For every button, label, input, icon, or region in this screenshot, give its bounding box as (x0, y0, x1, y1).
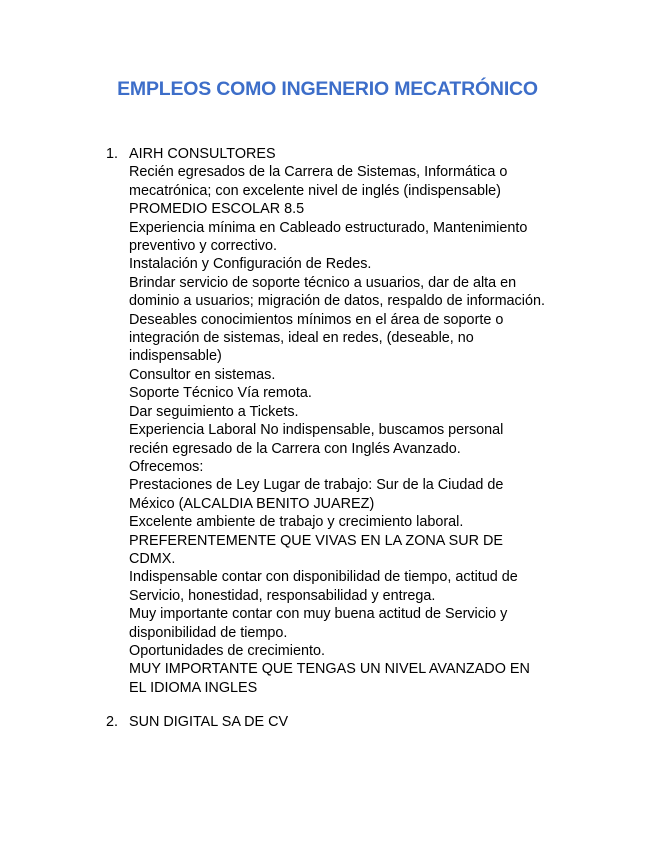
job-detail-line: Recién egresados de la Carrera de Sistemas, Informática o (129, 164, 508, 181)
job-list (0, 145, 655, 732)
job-detail-line: MUY IMPORTANTE QUE TENGAS UN NIVEL AVANZADO EN (129, 661, 530, 678)
job-detail-line: Excelente ambiente de trabajo y crecimiento laboral. (129, 514, 464, 531)
job-detail-line: Muy importante contar con muy buena actitud de Servicio y (129, 606, 508, 623)
job-detail-line: preventivo y correctivo. (129, 238, 277, 255)
job-number: 1. (106, 146, 119, 162)
job-detail-line: México (ALCALDIA BENITO JUAREZ) (129, 495, 375, 512)
job-number: 2. (106, 714, 119, 731)
document-title: EMPLEOS COMO INGENERIO MECATRÓNICO (117, 78, 538, 100)
job-detail-line: Experiencia Laboral No indispensable, buscamos personal (129, 422, 504, 439)
job-detail-line: Prestaciones de Ley Lugar de trabajo: Sur de la Ciudad de (129, 477, 504, 494)
job-detail-line: mecatrónica; con excelente nivel de inglés (indispensable) (129, 182, 501, 199)
job-detail-line: PREFERENTEMENTE QUE VIVAS EN LA ZONA SUR DE (129, 532, 503, 549)
job-detail-line: Oportunidades de crecimiento. (129, 642, 325, 659)
job-detail-line: Instalación y Configuración de Redes. (129, 256, 372, 273)
job-detail-line: Consultor en sistemas. (129, 366, 276, 383)
job-detail-line: dominio a usuarios; migración de datos, respaldo de información. (129, 293, 545, 310)
job-detail-line: EL IDIOMA INGLES (129, 679, 258, 696)
job-detail-line: Indispensable contar con disponibilidad de tiempo, actitud de (129, 569, 518, 586)
job-item (0, 713, 655, 731)
job-item (0, 145, 655, 697)
job-detail-line: Experiencia mínima en Cableado estructurado, Mantenimiento (129, 219, 528, 236)
job-detail-line: indispensable) (129, 348, 222, 365)
company-name: AIRH CONSULTORES (129, 146, 276, 162)
job-detail-line: Servicio, honestidad, responsabilidad y entrega. (129, 587, 436, 604)
company-name: SUN DIGITAL SA DE CV (129, 714, 289, 731)
job-detail-line: Dar seguimiento a Tickets. (129, 403, 299, 420)
job-detail-line: Brindar servicio de soporte técnico a usuarios, dar de alta en (129, 274, 517, 291)
job-detail-line: Ofrecemos: (129, 458, 204, 475)
job-detail-line: Soporte Técnico Vía remota. (129, 385, 312, 402)
job-detail-line: PROMEDIO ESCOLAR 8.5 (129, 201, 305, 218)
job-detail-line: disponibilidad de tiempo. (129, 624, 288, 641)
job-detail-line: CDMX. (129, 550, 176, 567)
job-detail-line: integración de sistemas, ideal en redes, (deseable, no (129, 330, 474, 347)
job-detail-line: Deseables conocimientos mínimos en el área de soporte o (129, 311, 504, 328)
job-detail-line: recién egresado de la Carrera con Inglés Avanzado. (129, 440, 461, 457)
